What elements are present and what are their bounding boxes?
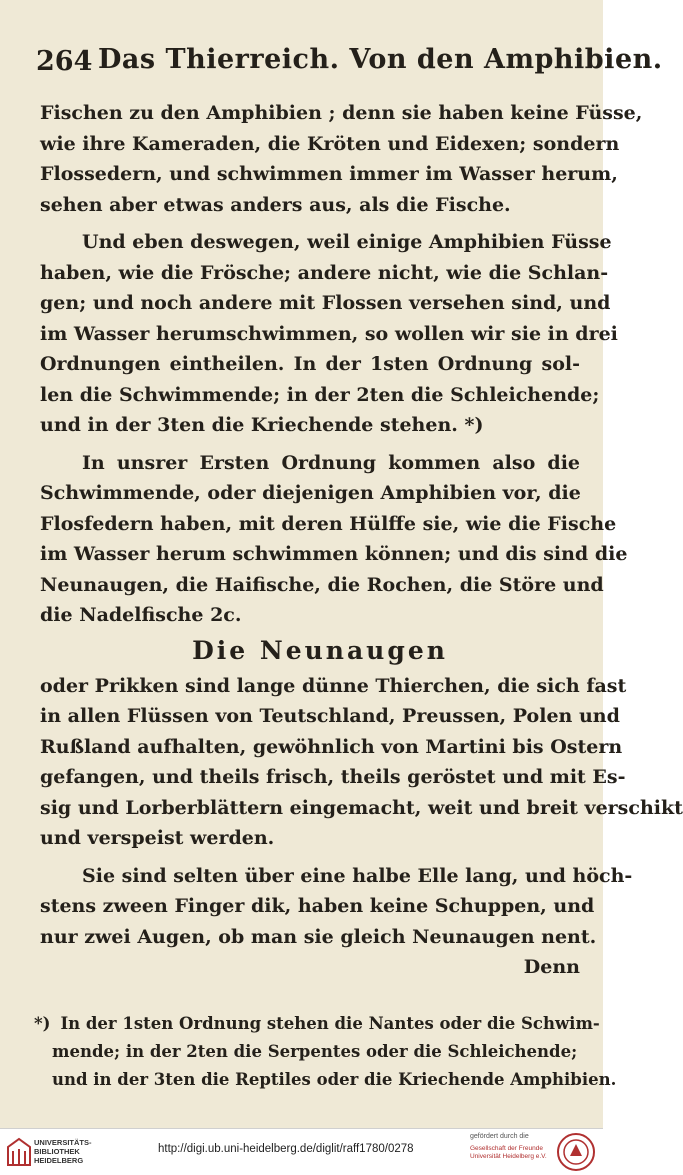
footnote-text: In der 1sten Ordnung stehen die Nantes oder die Schwim- — [60, 1014, 600, 1033]
text-line: Flossedern, und schwimmen immer im Wasser herum, — [40, 163, 618, 185]
catchword: Denn — [523, 956, 580, 978]
footnote-line: mende; in der 2ten die Serpentes oder die Schleichende; — [52, 1042, 578, 1061]
running-head: Das Thierreich. Von den Amphibien. — [98, 44, 663, 75]
page-header — [36, 38, 663, 82]
text-line: len die Schwimmende; in der 2ten die Schleichende; — [40, 383, 600, 406]
text-line: im Wasser herumschwimmen, so wollen wir sie in drei — [40, 322, 618, 345]
text-line: gefangen, und theils frisch, theils geröstet und mit Es- — [40, 766, 626, 788]
text-line: die Nadelfische 2c. — [40, 604, 242, 626]
footnote-marker: *) — [34, 1014, 51, 1033]
library-name: UNIVERSITÄTS- BIBLIOTHEK HEIDELBERG — [34, 1138, 92, 1165]
page-body — [40, 98, 683, 983]
text-line: Flosfedern haben, mit deren Hülffe sie, wie die Fische — [40, 512, 617, 535]
sponsor-name: Gesellschaft der Freunde Universität Heidelberg e.V. — [470, 1145, 547, 1160]
text-line: Und eben deswegen, weil einige Amphibien Füsse — [82, 231, 612, 253]
text-line: Neunaugen, die Haifische, die Rochen, die Störe und — [40, 573, 604, 596]
text-line: in allen Flüssen von Teutschland, Preussen, Polen und — [40, 705, 620, 727]
text-line: Sie sind selten über eine halbe Elle lang, und höch- — [82, 864, 633, 887]
permalink-url[interactable]: http://digi.ub.uni-heidelberg.de/diglit/raff1780/0278 — [158, 1143, 414, 1155]
text-line: gen; und noch andere mit Flossen versehen sind, und — [40, 292, 611, 314]
section-heading: Die Neunaugen — [192, 635, 448, 665]
text-line: Rußland aufhalten, gewöhnlich von Martini bis Ostern — [40, 735, 623, 758]
paragraph-3 — [40, 448, 628, 631]
footnote-line — [34, 1010, 600, 1038]
footnote-line: und in der 3ten die Reptiles oder die Kriechende Amphibien. — [52, 1070, 617, 1089]
page-number: 264 — [36, 46, 93, 77]
text-line: Ordnungen eintheilen. In der 1sten Ordnung sol- — [40, 353, 580, 375]
text-line: sehen aber etwas anders aus, als die Fische. — [40, 193, 511, 216]
paragraph-1 — [40, 98, 643, 220]
text-line: sig und Lorberblättern eingemacht, weit und breit verschikt — [40, 796, 683, 819]
paragraph-2 — [40, 227, 618, 441]
university-library-logo-icon — [6, 1137, 32, 1167]
text-line: haben, wie die Frösche; andere nicht, wie die Schlan- — [40, 261, 609, 284]
viewer-footer — [0, 1128, 603, 1175]
text-line: oder Prikken sind lange dünne Thierchen, die sich fast — [40, 674, 627, 697]
text-line: In unsrer Ersten Ordnung kommen also die — [82, 451, 580, 474]
text-line: wie ihre Kameraden, die Kröten und Eidexen; sondern — [40, 132, 620, 155]
text-line: und in der 3ten die Kriechende stehen. *) — [40, 414, 484, 436]
text-line: und verspeist werden. — [40, 827, 275, 849]
footnote — [34, 1010, 617, 1094]
paragraph-5 — [40, 861, 633, 983]
text-line: Schwimmende, oder diejenigen Amphibien vor, die — [40, 482, 581, 504]
sponsor-label: gefördert durch die — [470, 1133, 529, 1140]
text-line: im Wasser herum schwimmen können; und dis sind die — [40, 543, 628, 565]
text-line: Fischen zu den Amphibien ; denn sie haben keine Füsse, — [40, 102, 643, 124]
paragraph-4 — [40, 671, 683, 854]
text-line: nur zwei Augen, ob man sie gleich Neunaugen nent. — [40, 925, 597, 948]
text-line: stens zween Finger dik, haben keine Schuppen, und — [40, 895, 595, 917]
university-seal-icon — [556, 1132, 596, 1172]
